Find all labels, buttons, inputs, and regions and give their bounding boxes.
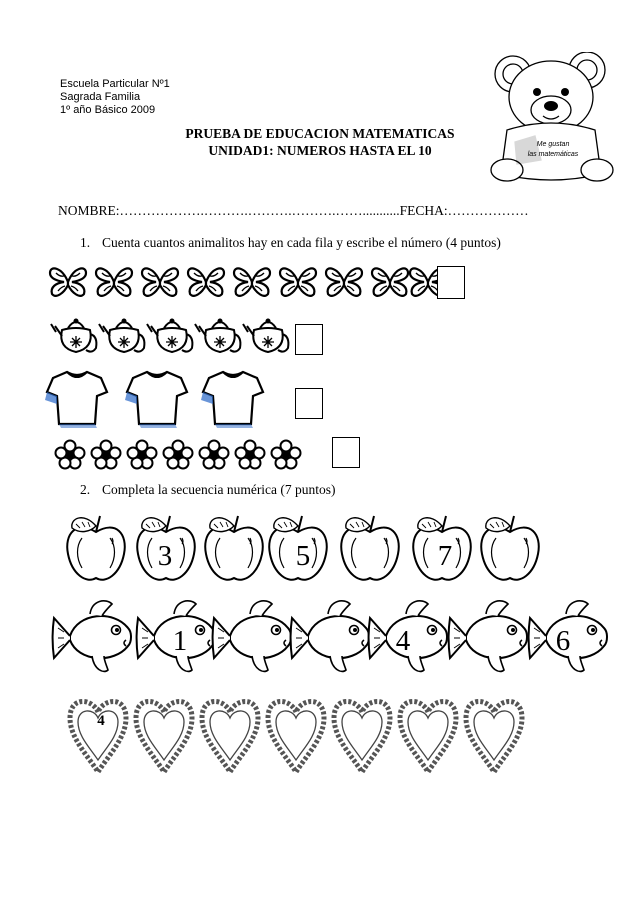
flower-icon bbox=[272, 441, 301, 469]
flower-row bbox=[55, 440, 325, 470]
heart-icon bbox=[334, 701, 390, 772]
teapot-icon bbox=[243, 319, 288, 353]
fish-icon bbox=[449, 601, 528, 672]
page-title: PRUEBA DE EDUCACION MATEMATICAS bbox=[185, 126, 455, 141]
apple-number-4[interactable]: 5 bbox=[295, 540, 311, 572]
fish-row bbox=[52, 598, 612, 680]
answer-box-row3[interactable] bbox=[295, 388, 323, 419]
tshirt-icon bbox=[125, 372, 187, 428]
heart-icon bbox=[400, 701, 456, 772]
name-date-field[interactable]: NOMBRE:……………….……….……….……….……...........FECHA:……………… bbox=[58, 203, 529, 218]
teapot-icon bbox=[51, 319, 96, 353]
answer-box-row1[interactable] bbox=[437, 266, 465, 299]
school-name: Escuela Particular Nº1 bbox=[60, 78, 170, 90]
teapot-row bbox=[50, 314, 290, 358]
page-subtitle: UNIDAD1: NUMEROS HASTA EL 10 bbox=[208, 143, 432, 158]
heart-number-1[interactable]: 4 bbox=[97, 713, 105, 729]
flower-icon bbox=[92, 441, 121, 469]
butterfly-icon bbox=[234, 268, 270, 295]
heart-icon bbox=[466, 701, 522, 772]
fish-number-2[interactable]: 1 bbox=[172, 625, 188, 657]
teapot-icon bbox=[195, 319, 240, 353]
tshirt-icon bbox=[45, 372, 107, 428]
fish-icon bbox=[291, 601, 370, 672]
answer-box-row4[interactable] bbox=[332, 437, 360, 468]
heart-icon bbox=[202, 701, 258, 772]
bear-icon bbox=[485, 52, 620, 187]
butterfly-icon bbox=[50, 268, 86, 295]
question-1 bbox=[80, 235, 501, 251]
teapot-icon bbox=[147, 319, 192, 353]
heart-row bbox=[66, 696, 536, 778]
fish-number-5[interactable]: 4 bbox=[395, 625, 411, 657]
heart-icon bbox=[136, 701, 192, 772]
question-number: 2. bbox=[80, 482, 91, 497]
question-text: Cuenta cuantos animalitos hay en cada fila y escribe el número (4 puntos) bbox=[102, 235, 501, 250]
flower-icon bbox=[56, 441, 85, 469]
butterfly-icon bbox=[96, 268, 132, 295]
apple-icon bbox=[67, 516, 125, 580]
butterfly-icon bbox=[188, 268, 224, 295]
tshirt-row bbox=[45, 370, 275, 428]
question-2 bbox=[80, 482, 336, 498]
apple-icon bbox=[481, 516, 539, 580]
answer-box-row2[interactable] bbox=[295, 324, 323, 355]
butterfly-icon bbox=[280, 268, 316, 295]
question-number: 1. bbox=[80, 235, 91, 250]
teapot-icon bbox=[99, 319, 144, 353]
heart-icon bbox=[268, 701, 324, 772]
school-grade: 1º año Básico 2009 bbox=[60, 104, 156, 116]
butterfly-icon bbox=[326, 268, 362, 295]
butterfly-row bbox=[48, 263, 428, 301]
apple-icon bbox=[205, 516, 263, 580]
question-text: Completa la secuencia numérica (7 puntos) bbox=[102, 482, 336, 497]
flower-icon bbox=[164, 441, 193, 469]
fish-number-7[interactable]: 6 bbox=[555, 625, 571, 657]
bear-shirt-text-2: las matemáticas bbox=[527, 151, 579, 158]
fish-icon bbox=[213, 601, 292, 672]
apple-icon bbox=[341, 516, 399, 580]
bear-shirt-text-1: Me gustan bbox=[536, 141, 570, 148]
apple-number-2[interactable]: 3 bbox=[157, 540, 173, 572]
flower-icon bbox=[128, 441, 157, 469]
butterfly-icon bbox=[372, 268, 408, 295]
flower-icon bbox=[200, 441, 229, 469]
school-subtitle: Sagrada Familia bbox=[60, 91, 141, 103]
tshirt-icon bbox=[201, 372, 263, 428]
fish-icon bbox=[53, 601, 132, 672]
flower-icon bbox=[236, 441, 265, 469]
butterfly-icon bbox=[142, 268, 178, 295]
apple-number-6[interactable]: 7 bbox=[437, 540, 453, 572]
